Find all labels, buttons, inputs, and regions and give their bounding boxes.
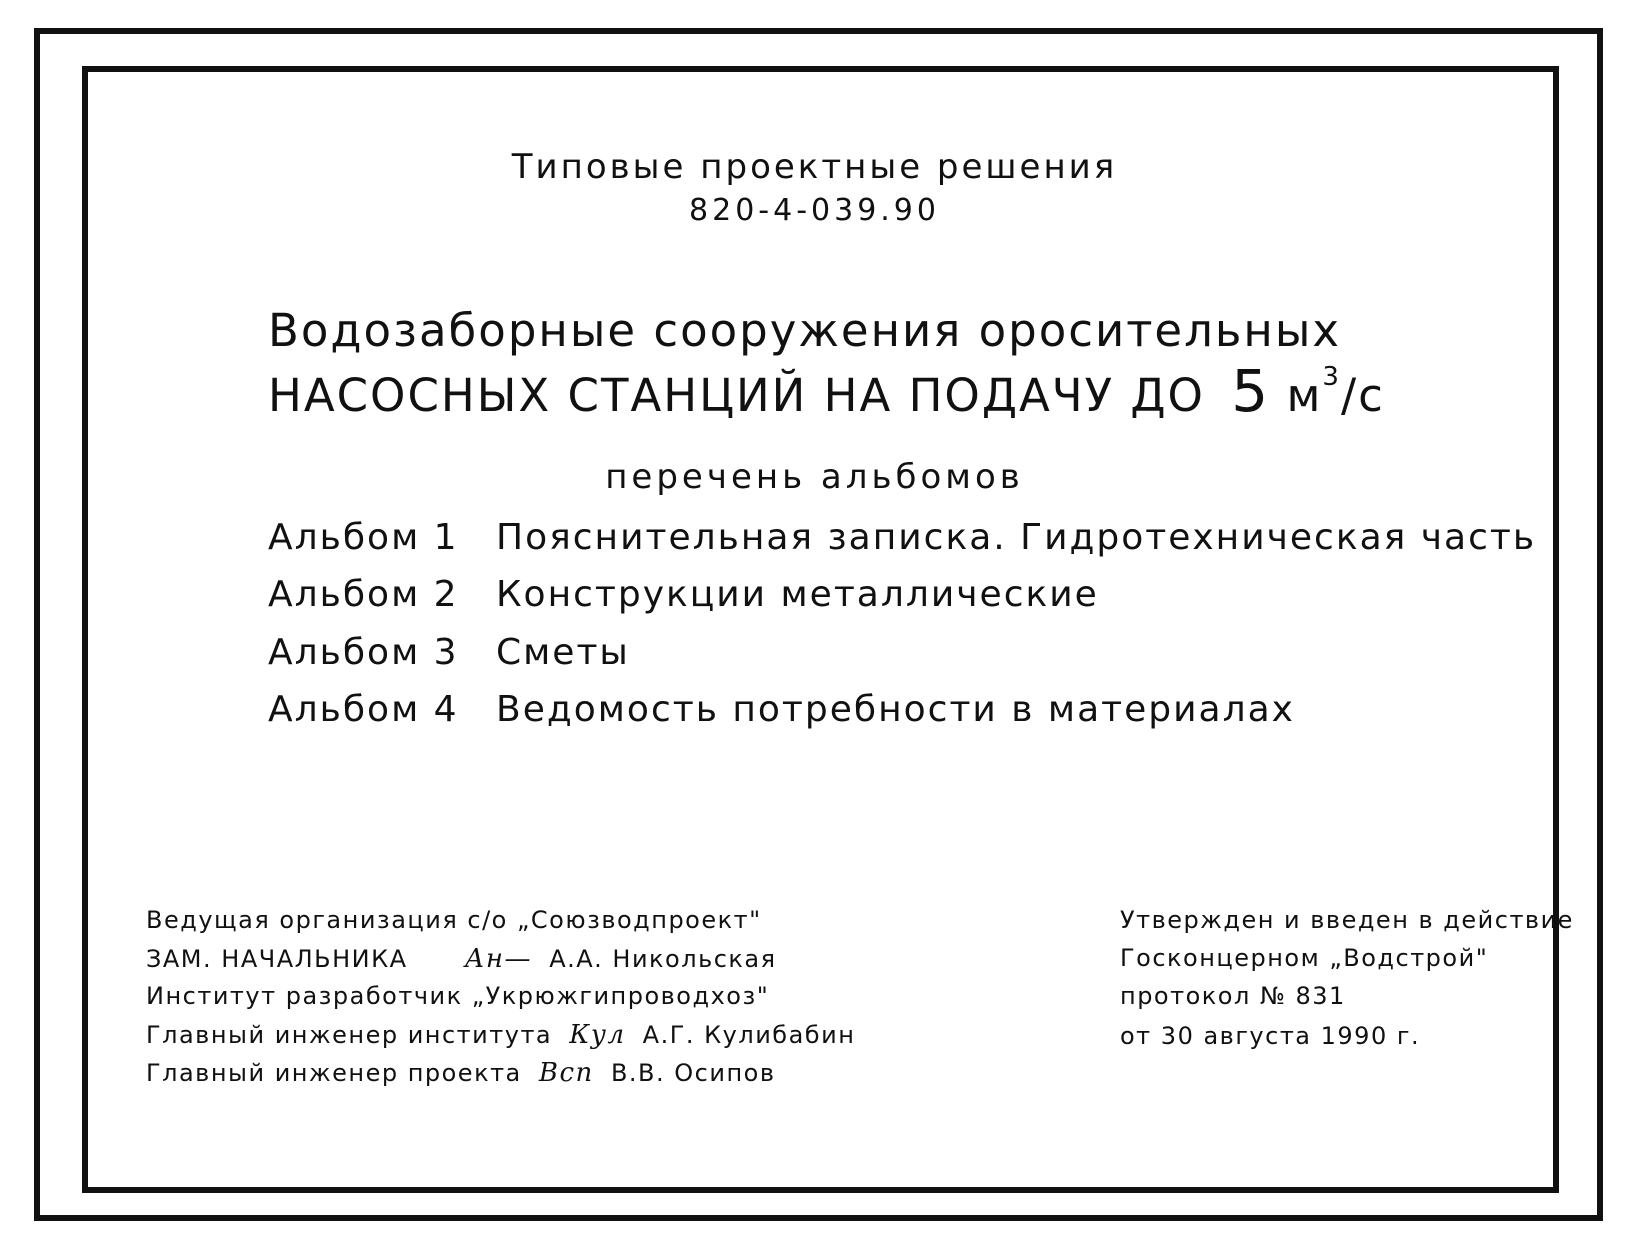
main-title-line-2-text: НАСОСНЫХ СТАНЦИЙ НА ПОДАЧУ ДО <box>268 369 1205 422</box>
album-title: Пояснительная записка. Гидротехническая часть <box>496 517 1537 558</box>
album-row <box>268 574 1099 615</box>
albums-list-heading: перечень альбомов <box>605 457 1024 497</box>
capacity-unit-exponent: 3 <box>1322 362 1341 392</box>
chief-engineer-project-signature: Всп <box>538 1058 594 1088</box>
approval-line-1: Утвержден и введен в действие <box>1120 906 1574 934</box>
album-row <box>268 632 630 673</box>
chief-engineer-institute-signature: Кул <box>569 1020 626 1050</box>
album-label: Альбом 4 <box>268 689 459 730</box>
chief-engineer-project-line <box>146 1060 775 1086</box>
chief-engineer-project-role: Главный инженер проекта <box>146 1059 522 1087</box>
chief-engineer-institute-name: А.Г. Кулибабин <box>642 1021 856 1049</box>
chief-engineer-institute-role: Главный инженер института <box>146 1021 553 1049</box>
capacity-unit-base: м <box>1286 369 1323 422</box>
album-label: Альбом 1 <box>268 517 459 558</box>
capacity-unit-tail: /с <box>1340 369 1385 422</box>
album-title: Конструкции металлические <box>496 574 1099 615</box>
deputy-head-line <box>146 946 777 972</box>
album-row <box>268 689 1295 730</box>
approval-protocol: протокол № 831 <box>1120 982 1346 1010</box>
main-title-line-1: Водозаборные сооружения оросительных <box>268 304 1341 357</box>
album-title: Сметы <box>496 632 630 673</box>
capacity-value: 5 <box>1231 357 1271 425</box>
deputy-head-signature: Ан— <box>464 944 533 974</box>
deputy-head-name: А.А. Никольская <box>549 945 777 973</box>
series-title: Типовые проектные решения <box>511 147 1118 187</box>
album-title: Ведомость потребности в материалах <box>496 689 1295 730</box>
series-number: 820-4-039.90 <box>689 193 940 228</box>
album-label: Альбом 3 <box>268 632 459 673</box>
approval-date: от 30 августа 1990 г. <box>1120 1022 1421 1050</box>
album-row <box>268 517 1537 558</box>
deputy-head-role: ЗАМ. НАЧАЛЬНИКА <box>146 945 408 973</box>
developer-institute: Институт разработчик „Укрюжгипроводхоз" <box>146 982 770 1010</box>
main-title-line-2 <box>268 357 1385 425</box>
chief-engineer-institute-line <box>146 1022 855 1048</box>
lead-organization: Ведущая организация с/о „Союзводпроект" <box>146 906 762 934</box>
chief-engineer-project-name: В.В. Осипов <box>610 1059 776 1087</box>
album-label: Альбом 2 <box>268 574 459 615</box>
approval-line-2: Госконцерном „Водстрой" <box>1120 944 1489 972</box>
